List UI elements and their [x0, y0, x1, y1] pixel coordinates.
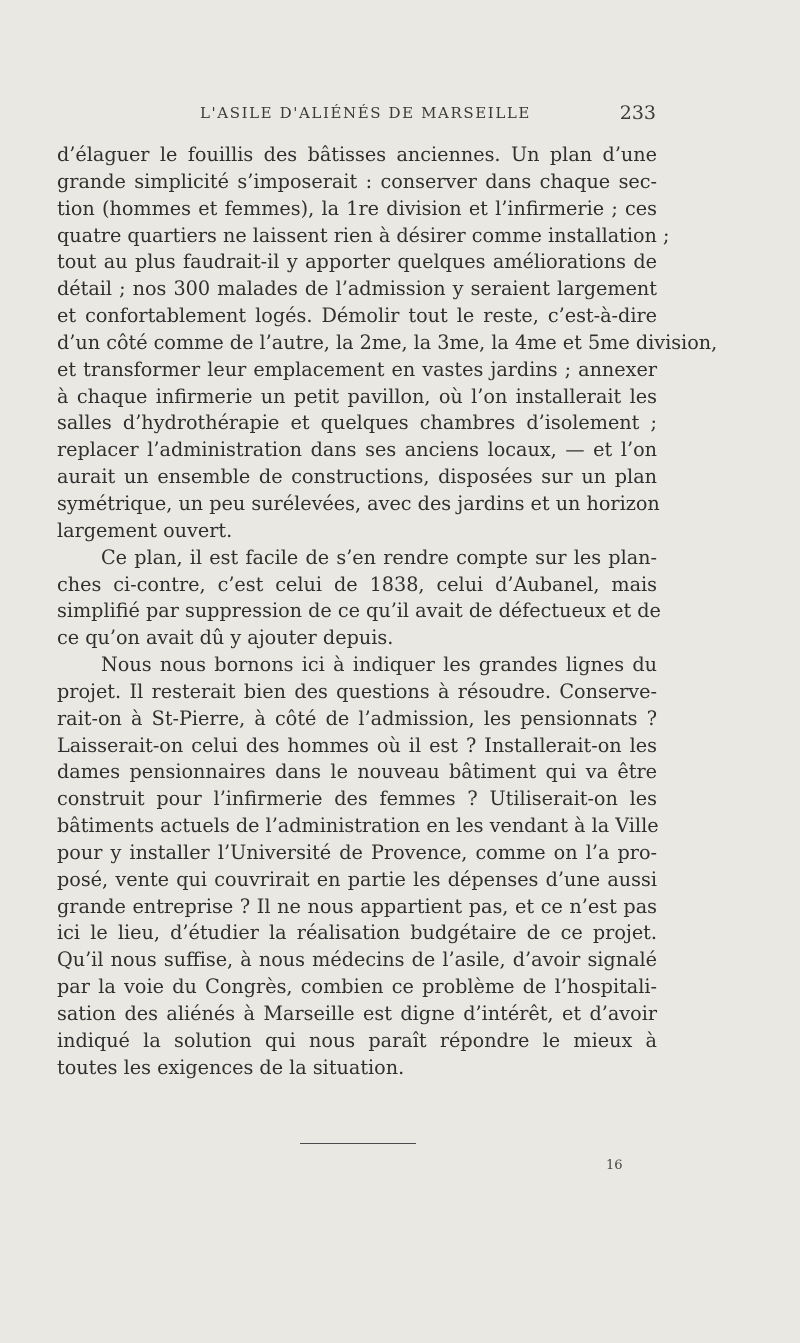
text-line: toutes les exigences de la situation.: [57, 1055, 405, 1079]
text-line: et transformer leur emplacement en vastes jardins ; annexer: [57, 357, 657, 381]
text-line: pour y installer l’Université de Provence, comme on l’a pro-: [57, 840, 657, 864]
text-line: sation des aliénés à Marseille est digne d’intérêt, et d’avoir: [57, 1002, 657, 1025]
text-line: ici le lieu, d’étudier la réalisation budgétaire de ce projet.: [57, 921, 657, 945]
page-number: 233: [619, 102, 656, 124]
text-line: tout au plus faudrait-il y apporter quelques améliorations de: [57, 250, 657, 274]
closing-rule: [300, 1143, 416, 1144]
body-text: [57, 142, 718, 1082]
text-line: Laisserait-on celui des hommes où il est ? Installerait-on les: [57, 733, 657, 757]
text-line: posé, vente qui couvrirait en partie les dépenses d’une aussi: [57, 867, 657, 891]
text-line: bâtiments actuels de l’administration en les vendant à la Ville: [57, 814, 659, 838]
signature-mark: 16: [606, 1158, 623, 1173]
text-line: Nous nous bornons ici à indiquer les grandes lignes du: [101, 653, 657, 677]
text-line: dames pensionnaires dans le nouveau bâtiment qui va être: [57, 760, 657, 784]
text-line: projet. Il resterait bien des questions à résoudre. Conserve-: [57, 679, 657, 703]
text-line: construit pour l’infirmerie des femmes ? Utiliserait-on les: [57, 787, 657, 811]
text-line: aurait un ensemble de constructions, disposées sur un plan: [57, 465, 657, 489]
text-line: quatre quartiers ne laissent rien à désirer comme installation ;: [57, 223, 670, 247]
text-line: ches ci-contre, c’est celui de 1838, celui d’Aubanel, mais: [57, 572, 657, 596]
text-line: grande entreprise ? Il ne nous appartient pas, et ce n’est pas: [57, 894, 657, 918]
text-line: symétrique, un peu surélevées, avec des jardins et un horizon: [57, 491, 660, 515]
text-line: et confortablement logés. Démolir tout le reste, c’est-à-dire: [57, 304, 657, 328]
text-line: rait-on à St-Pierre, à côté de l’admission, les pensionnats ?: [57, 706, 657, 730]
text-line: d’un côté comme de l’autre, la 2me, la 3me, la 4me et 5me division,: [57, 330, 718, 354]
text-line: détail ; nos 300 malades de l’admission y seraient largement: [57, 277, 657, 301]
text-line: simplifié par suppression de ce qu’il avait de défectueux et de: [57, 599, 661, 623]
text-line: à chaque infirmerie un petit pavillon, où l’on installerait les: [57, 384, 657, 408]
text-line: Qu’il nous suffise, à nous médecins de l’asile, d’avoir signalé: [57, 948, 657, 972]
text-line: salles d’hydrothérapie et quelques chambres d’isolement ;: [57, 411, 657, 435]
running-title: L'ASILE D'ALIÉNÉS DE MARSEILLE: [200, 104, 531, 122]
text-line: largement ouvert.: [57, 518, 233, 542]
text-line: replacer l’administration dans ses anciens locaux, — et l’on: [57, 438, 657, 462]
text-line: par la voie du Congrès, combien ce problème de l’hospitali-: [57, 975, 657, 999]
text-line: ce qu’on avait dû y ajouter depuis.: [57, 626, 394, 650]
text-line: Ce plan, il est facile de s’en rendre compte sur les plan-: [101, 545, 657, 569]
text-line: tion (hommes et femmes), la 1re division et l’infirmerie ; ces: [57, 196, 657, 220]
text-line: indiqué la solution qui nous paraît répondre le mieux à: [57, 1028, 657, 1052]
text-line: d’élaguer le fouillis des bâtisses anciennes. Un plan d’une: [57, 143, 657, 166]
text-line: grande simplicité s’imposerait : conserver dans chaque sec-: [57, 169, 657, 193]
page-header: [82, 104, 656, 128]
